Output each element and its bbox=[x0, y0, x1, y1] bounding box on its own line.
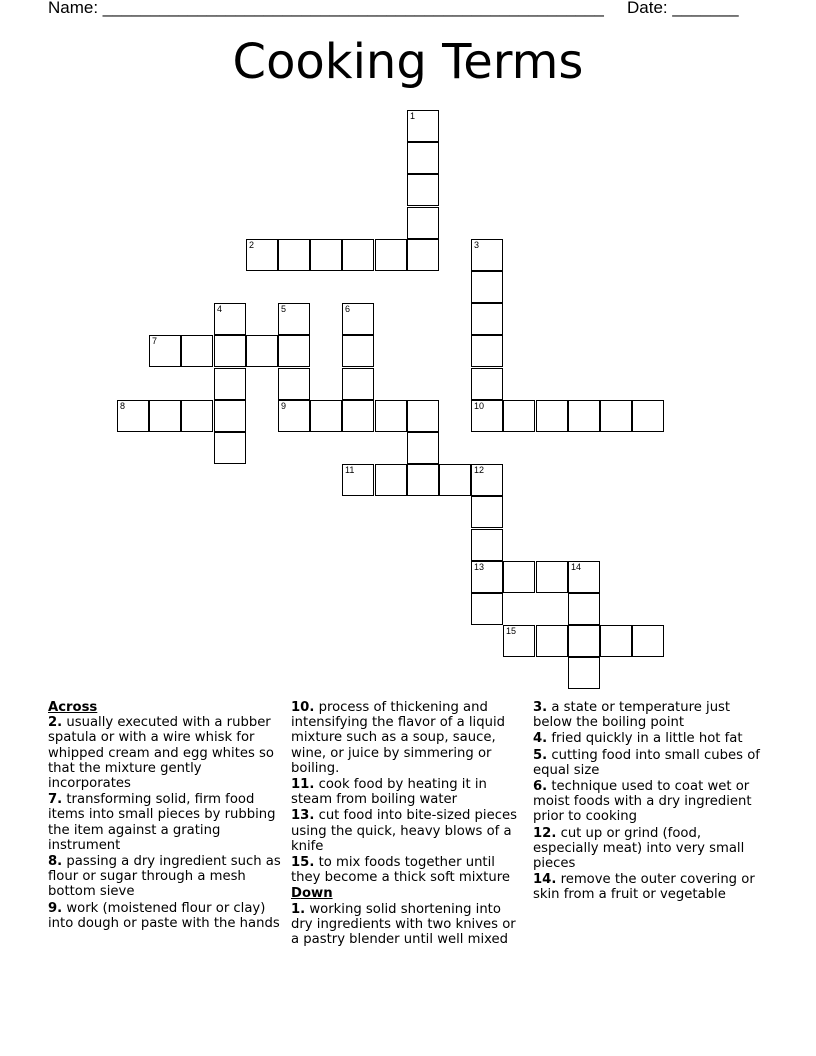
cell-number: 3 bbox=[474, 240, 480, 250]
grid-cell[interactable] bbox=[471, 368, 503, 400]
clue-text: usually executed with a rubber spatula or with a wire whisk for whipped cream and egg whites so that the mixture gently incorporates bbox=[48, 715, 274, 792]
grid-cell[interactable] bbox=[117, 400, 149, 432]
grid-cell[interactable] bbox=[503, 625, 535, 657]
clue-item bbox=[48, 854, 283, 900]
cell-number: 8 bbox=[120, 401, 126, 411]
grid-cell[interactable] bbox=[568, 593, 600, 625]
clue-item bbox=[533, 872, 768, 902]
clue-text: work (moistened flour or clay) into dough or paste with the hands bbox=[48, 900, 280, 931]
grid-cell[interactable] bbox=[181, 400, 213, 432]
grid-cell[interactable] bbox=[439, 464, 471, 496]
clue-number: 7. bbox=[48, 792, 63, 808]
grid-cell[interactable] bbox=[600, 625, 632, 657]
grid-cell[interactable] bbox=[375, 239, 407, 271]
grid-cell[interactable] bbox=[214, 335, 246, 367]
grid-cell[interactable] bbox=[181, 335, 213, 367]
grid-cell[interactable] bbox=[471, 400, 503, 432]
clues-column-1 bbox=[48, 700, 283, 932]
clue-text: process of thickening and intensifying the flavor of a liquid mixture such as a soup, sauce, wine, or juice by simmering or boiling. bbox=[291, 700, 505, 776]
clue-number: 4. bbox=[533, 731, 548, 747]
clue-number: 3. bbox=[533, 700, 548, 715]
grid-cell[interactable] bbox=[536, 561, 568, 593]
grid-cell[interactable] bbox=[278, 303, 310, 335]
grid-cell[interactable] bbox=[342, 335, 374, 367]
grid-cell[interactable] bbox=[407, 174, 439, 206]
grid-cell[interactable] bbox=[342, 464, 374, 496]
clue-text: cut up or grind (food, especially meat) into very small pieces bbox=[533, 825, 745, 872]
clue-text: a state or temperature just below the boiling point bbox=[533, 700, 731, 731]
grid-cell[interactable] bbox=[568, 625, 600, 657]
grid-cell[interactable] bbox=[214, 368, 246, 400]
grid-cell[interactable] bbox=[278, 239, 310, 271]
clue-text: cutting food into small cubes of equal size bbox=[533, 747, 760, 778]
clue-text: cut food into bite-sized pieces using the quick, heavy blows of a knife bbox=[291, 808, 517, 854]
cell-number: 14 bbox=[571, 562, 582, 572]
grid-cell[interactable] bbox=[407, 207, 439, 239]
section-heading: Across bbox=[48, 700, 98, 715]
grid-cell[interactable] bbox=[246, 239, 278, 271]
cell-number: 10 bbox=[474, 401, 485, 411]
grid-cell[interactable] bbox=[407, 239, 439, 271]
grid-cell[interactable] bbox=[407, 142, 439, 174]
grid-cell[interactable] bbox=[375, 400, 407, 432]
clue-text: transforming solid, firm food items into small pieces by rubbing the item against a grating instrument bbox=[48, 792, 276, 853]
grid-cell[interactable] bbox=[278, 400, 310, 432]
grid-cell[interactable] bbox=[568, 561, 600, 593]
grid-cell[interactable] bbox=[503, 561, 535, 593]
clue-item bbox=[48, 792, 283, 853]
cell-number: 15 bbox=[506, 626, 517, 636]
clue-number: 5. bbox=[533, 747, 548, 763]
grid-cell[interactable] bbox=[503, 400, 535, 432]
clue-item bbox=[48, 715, 283, 791]
clue-item bbox=[533, 779, 768, 825]
clue-item bbox=[291, 808, 526, 854]
grid-cell[interactable] bbox=[278, 368, 310, 400]
clue-text: to mix foods together until they become a thick soft mixture bbox=[291, 855, 510, 886]
grid-cell[interactable] bbox=[471, 529, 503, 561]
clue-text: working solid shortening into dry ingredients with two knives or a pastry blender until well mixed bbox=[291, 901, 516, 948]
cell-number: 5 bbox=[281, 304, 287, 314]
grid-cell[interactable] bbox=[246, 335, 278, 367]
cell-number: 9 bbox=[281, 401, 287, 411]
cell-number: 1 bbox=[410, 111, 416, 121]
grid-cell[interactable] bbox=[632, 400, 664, 432]
grid-cell[interactable] bbox=[407, 464, 439, 496]
grid-cell[interactable] bbox=[568, 400, 600, 432]
clue-item bbox=[291, 777, 526, 807]
clue-text: cook food by heating it in steam from boiling water bbox=[291, 777, 487, 808]
grid-cell[interactable] bbox=[407, 432, 439, 464]
grid-cell[interactable] bbox=[342, 303, 374, 335]
grid-cell[interactable] bbox=[342, 368, 374, 400]
grid-cell[interactable] bbox=[568, 657, 600, 689]
clue-text: passing a dry ingredient such as flour or sugar through a mesh bottom sieve bbox=[48, 854, 281, 900]
grid-cell[interactable] bbox=[278, 335, 310, 367]
date-field-label: Date: _______ bbox=[627, 0, 739, 17]
grid-cell[interactable] bbox=[214, 400, 246, 432]
clue-number: 6. bbox=[533, 779, 548, 795]
grid-cell[interactable] bbox=[536, 400, 568, 432]
clue-number: 2. bbox=[48, 715, 63, 731]
clue-item bbox=[291, 700, 526, 776]
clue-number: 12. bbox=[533, 825, 557, 841]
clues-column-2 bbox=[291, 700, 526, 948]
grid-cell[interactable] bbox=[407, 110, 439, 142]
section-heading: Down bbox=[291, 886, 333, 902]
cell-number: 7 bbox=[152, 336, 158, 346]
clue-item bbox=[291, 855, 526, 885]
grid-cell[interactable] bbox=[149, 400, 181, 432]
clue-item bbox=[533, 731, 768, 746]
cell-number: 13 bbox=[474, 562, 485, 572]
grid-cell[interactable] bbox=[471, 335, 503, 367]
grid-cell[interactable] bbox=[214, 432, 246, 464]
clue-number: 1. bbox=[291, 901, 306, 917]
clue-number: 15. bbox=[291, 855, 315, 871]
grid-cell[interactable] bbox=[632, 625, 664, 657]
grid-cell[interactable] bbox=[471, 303, 503, 335]
cell-number: 6 bbox=[345, 304, 351, 314]
clue-number: 8. bbox=[48, 854, 63, 870]
clue-text: remove the outer covering or skin from a fruit or vegetable bbox=[533, 872, 755, 903]
grid-cell[interactable] bbox=[471, 496, 503, 528]
grid-cell[interactable] bbox=[310, 400, 342, 432]
grid-cell[interactable] bbox=[471, 271, 503, 303]
grid-cell[interactable] bbox=[407, 400, 439, 432]
clue-number: 13. bbox=[291, 808, 315, 824]
grid-cell[interactable] bbox=[342, 239, 374, 271]
clues-column-3 bbox=[533, 700, 768, 904]
clue-number: 10. bbox=[291, 700, 315, 715]
grid-cell[interactable] bbox=[471, 561, 503, 593]
cell-number: 2 bbox=[249, 240, 255, 250]
clue-number: 11. bbox=[291, 777, 315, 793]
clue-item bbox=[48, 901, 283, 931]
grid-cell[interactable] bbox=[214, 303, 246, 335]
grid-cell[interactable] bbox=[310, 239, 342, 271]
grid-cell[interactable] bbox=[471, 239, 503, 271]
grid-cell[interactable] bbox=[536, 625, 568, 657]
page-title: Cooking Terms bbox=[232, 34, 584, 90]
clue-number: 14. bbox=[533, 872, 557, 888]
clue-text: technique used to coat wet or moist foods with a dry ingredient prior to cooking bbox=[533, 779, 752, 825]
clue-item bbox=[533, 700, 768, 730]
grid-cell[interactable] bbox=[471, 464, 503, 496]
clue-item bbox=[291, 902, 526, 948]
cell-number: 4 bbox=[217, 304, 223, 314]
clue-item bbox=[533, 748, 768, 778]
grid-cell[interactable] bbox=[600, 400, 632, 432]
clue-text: fried quickly in a little hot fat bbox=[551, 731, 743, 747]
grid-cell[interactable] bbox=[342, 400, 374, 432]
clue-number: 9. bbox=[48, 900, 63, 916]
clue-item bbox=[533, 826, 768, 872]
grid-cell[interactable] bbox=[149, 335, 181, 367]
cell-number: 11 bbox=[345, 465, 355, 475]
grid-cell[interactable] bbox=[471, 593, 503, 625]
name-field-label: Name: _____________________________________________________ bbox=[48, 0, 604, 17]
cell-number: 12 bbox=[474, 465, 485, 475]
grid-cell[interactable] bbox=[375, 464, 407, 496]
